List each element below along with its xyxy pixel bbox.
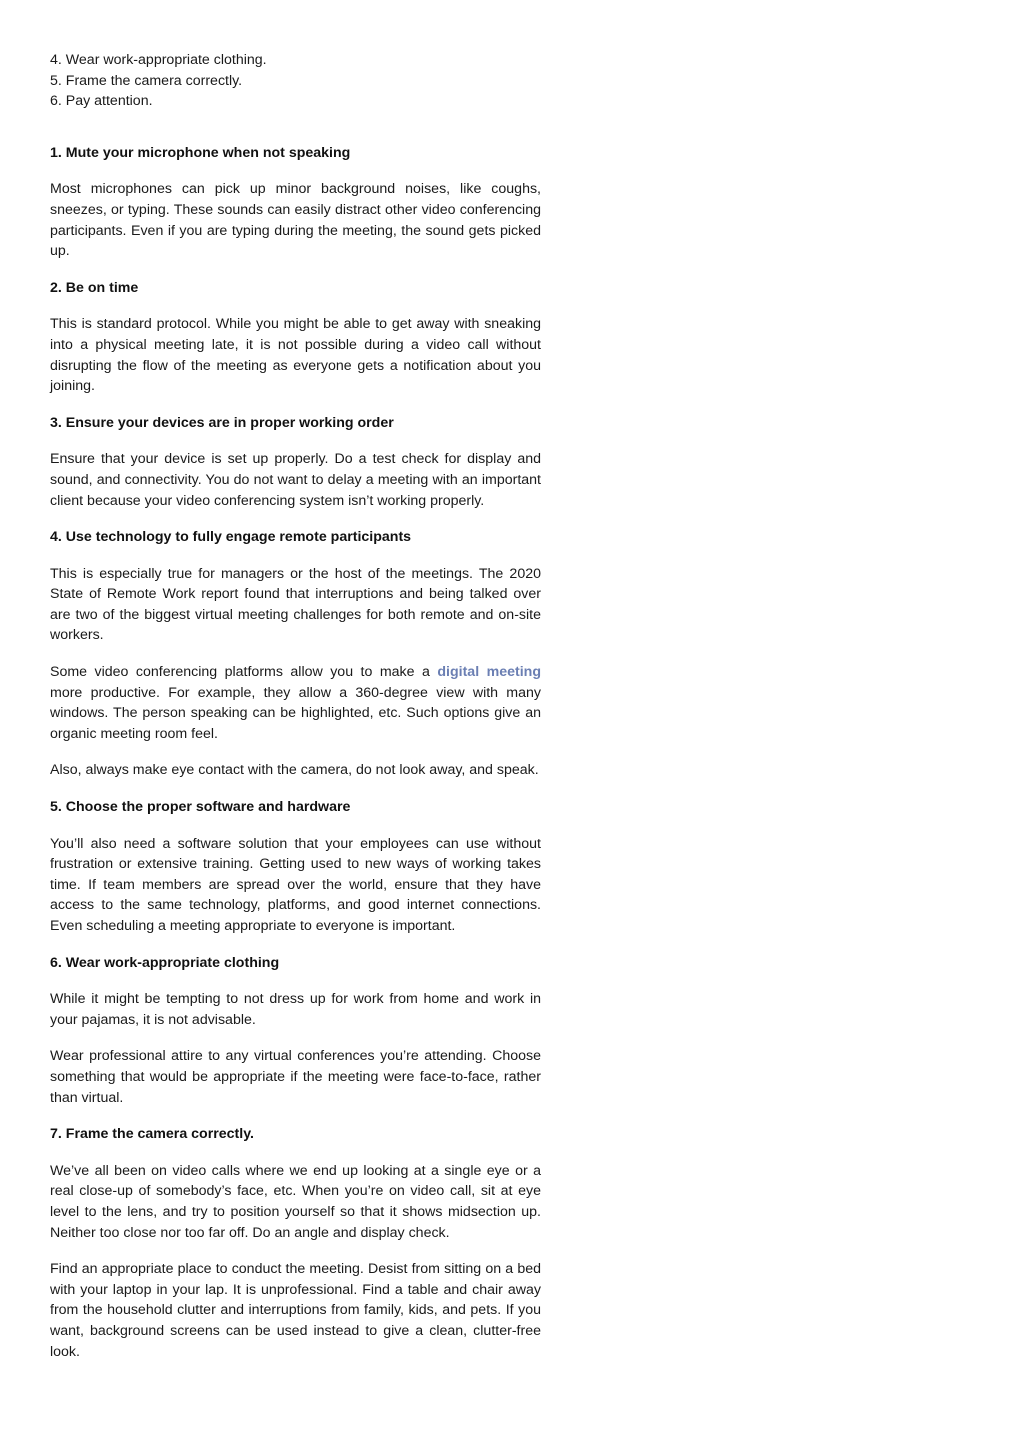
document-body bbox=[50, 50, 541, 1378]
section-heading: 3. Ensure your devices are in proper working order bbox=[50, 414, 394, 431]
section-paragraph: This is especially true for managers or the host of the meetings. The 2020 State of Remote Work report found that interruptions and being talked over are two of the biggest virtual meeting challenges for both remote and on-site workers. bbox=[50, 565, 541, 644]
section-devices-working bbox=[50, 413, 541, 511]
section-paragraph: Find an appropriate place to conduct the meeting. Desist from sitting on a bed with your laptop in your lap. It is unprofessional. Find a table and chair away from the household clutter and interruptions from family, kids, and pets. If you want, background screens can be used instead to give a clean, clutter-free look. bbox=[50, 1261, 541, 1360]
section-heading: 4. Use technology to fully engage remote participants bbox=[50, 529, 412, 546]
section-paragraph: Ensure that your device is set up properly. Do a test check for display and sound, and connectivity. You do not want to delay a meeting with an important client because your video conferencing system isn’t working properly. bbox=[50, 451, 541, 509]
section-paragraph-with-link bbox=[50, 662, 541, 744]
section-heading: 1. Mute your microphone when not speaking bbox=[50, 144, 351, 161]
section-heading: 7. Frame the camera correctly. bbox=[50, 1126, 254, 1143]
section-heading: 6. Wear work-appropriate clothing bbox=[50, 954, 280, 971]
section-frame-camera bbox=[50, 1124, 541, 1362]
intro-list-item: 6. Pay attention. bbox=[50, 93, 153, 110]
section-heading: 5. Choose the proper software and hardware bbox=[50, 799, 351, 816]
section-software-hardware bbox=[50, 797, 541, 937]
section-engage-remote bbox=[50, 527, 541, 781]
intro-list bbox=[50, 50, 541, 112]
section-paragraph: You’ll also need a software solution that your employees can use without frustration or extensive training. Getting used to new ways of working takes time. If team members are spread over the world, ensure that they have access to the same technology, platforms, and good internet connections. Even scheduling a meeting appropriate to everyone is important. bbox=[50, 835, 541, 934]
digital-meeting-link[interactable]: digital meeting bbox=[437, 664, 541, 681]
section-paragraph: While it might be tempting to not dress up for work from home and work in your pajamas, it is not advisable. bbox=[50, 991, 541, 1028]
section-heading: 2. Be on time bbox=[50, 279, 139, 296]
section-clothing bbox=[50, 953, 541, 1109]
section-paragraph: Also, always make eye contact with the camera, do not look away, and speak. bbox=[50, 762, 539, 779]
section-be-on-time bbox=[50, 278, 541, 397]
intro-list-item: 4. Wear work-appropriate clothing. bbox=[50, 52, 267, 68]
intro-list-item: 5. Frame the camera correctly. bbox=[50, 72, 243, 89]
paragraph-text: Some video conferencing platforms allow you to make a bbox=[50, 664, 438, 681]
section-paragraph: Wear professional attire to any virtual conferences you’re attending. Choose something that would be appropriate if the meeting were face-to-face, rather than virtual. bbox=[50, 1048, 541, 1106]
section-paragraph: Most microphones can pick up minor background noises, like coughs, sneezes, or typing. These sounds can easily distract other video conferencing participants. Even if you are typing during the meeting, the sound gets picked up. bbox=[50, 181, 541, 260]
section-paragraph: We’ve all been on video calls where we end up looking at a single eye or a real close-up of somebody’s face, etc. When you’re on video call, sit at eye level to the lens, and try to position yourself so that it shows midsection up. Neither too close nor too far off. Do an angle and display check. bbox=[50, 1162, 541, 1241]
paragraph-text: more productive. For example, they allow a 360-degree view with many windows. The person speaking can be highlighted, etc. Such options give an organic meeting room feel. bbox=[50, 684, 541, 742]
section-mute-microphone bbox=[50, 143, 541, 262]
section-paragraph: This is standard protocol. While you might be able to get away with sneaking into a physical meeting late, it is not possible during a video call without disrupting the flow of the meeting as everyone gets a notification about you joining. bbox=[50, 316, 541, 395]
